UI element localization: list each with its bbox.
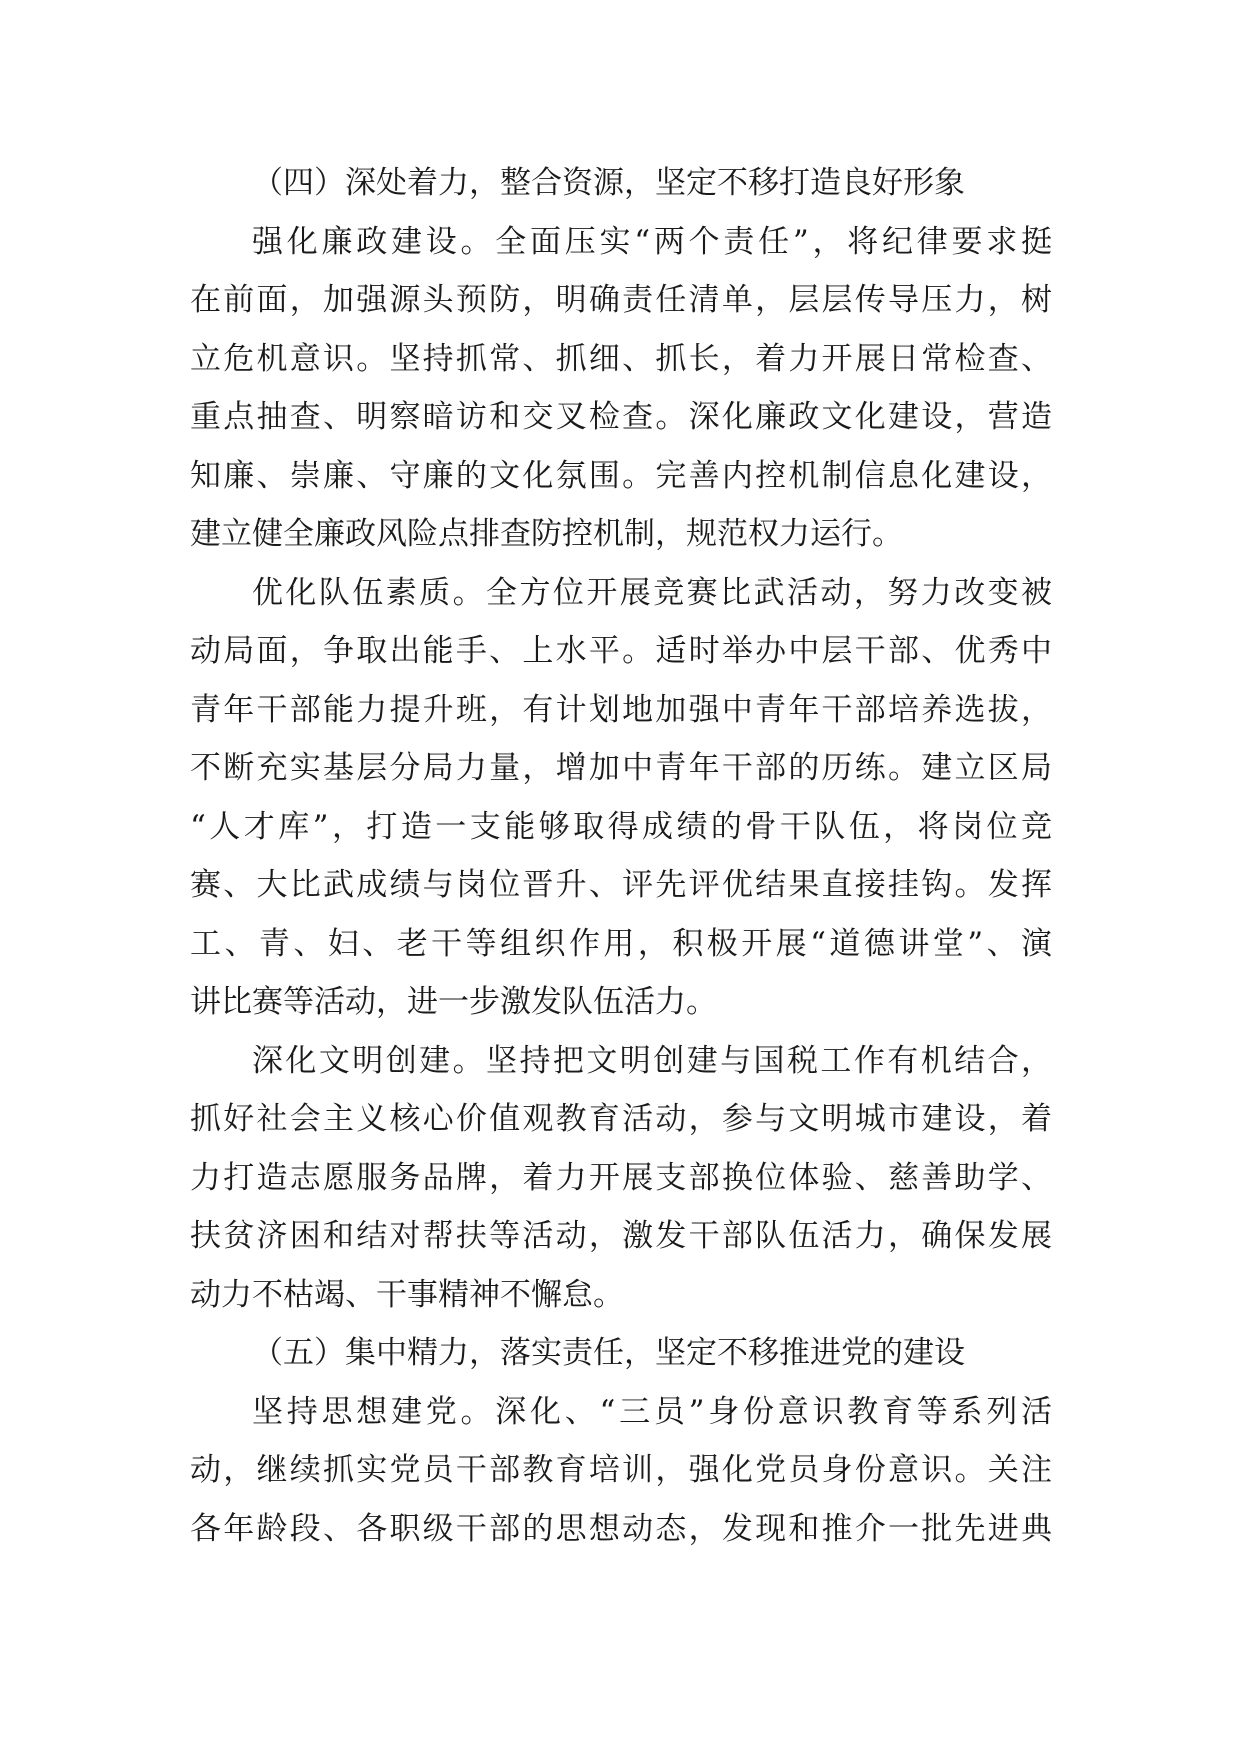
paragraph-line: 动力不枯竭、干事精神不懈怠。 xyxy=(190,1276,624,1313)
heading-line: （四）深处着力，整合资源，坚定不移打造良好形象 xyxy=(252,165,965,201)
paragraph-line: 抓好社会主义核心价值观教育活动，参与文明城市建设，着 xyxy=(190,1101,1052,1137)
paragraph-line: 重点抽查、明察暗访和交叉检查。深化廉政文化建设，营造 xyxy=(190,399,1052,435)
paragraph-line: 坚持思想建党。深化、“三员”身份意识教育等系列活 xyxy=(252,1393,1052,1430)
paragraph-line: 强化廉政建设。全面压实“两个责任”，将纪律要求挺 xyxy=(252,223,1052,260)
paragraph-line: 优化队伍素质。全方位开展竞赛比武活动，努力改变被 xyxy=(252,574,1052,611)
paragraph-line: 工、青、妇、老干等组织作用，积极开展“道德讲堂”、演 xyxy=(190,925,1052,962)
paragraph-line: 在前面，加强源头预防，明确责任清单，层层传导压力，树 xyxy=(190,282,1052,318)
document-page xyxy=(190,154,1052,1558)
paragraph-line: 建立健全廉政风险点排查防控机制，规范权力运行。 xyxy=(190,516,903,552)
paragraph-line: 力打造志愿服务品牌，着力开展支部换位体验、慈善助学、 xyxy=(190,1159,1052,1196)
paragraph-line: 知廉、崇廉、守廉的文化氛围。完善内控机制信息化建设， xyxy=(190,457,1052,494)
paragraph-line: “人才库”，打造一支能够取得成绩的骨干队伍，将岗位竞 xyxy=(190,808,1052,845)
paragraph xyxy=(190,1383,1052,1559)
paragraph-line: 立危机意识。坚持抓常、抓细、抓长，着力开展日常检查、 xyxy=(190,340,1052,377)
paragraph-line: 扶贫济困和结对帮扶等活动，激发干部队伍活力，确保发展 xyxy=(190,1218,1052,1254)
paragraph-line: 动局面，争取出能手、上水平。适时举办中层干部、优秀中 xyxy=(190,633,1052,669)
paragraph-line: 讲比赛等活动，进一步激发队伍活力。 xyxy=(190,984,717,1020)
heading-line: （五）集中精力，落实责任，坚定不移推进党的建设 xyxy=(252,1335,965,1371)
paragraph-line: 动，继续抓实党员干部教育培训，强化党员身份意识。关注 xyxy=(190,1452,1052,1488)
paragraph-line: 青年干部能力提升班，有计划地加强中青年干部培养选拔， xyxy=(190,691,1052,728)
paragraph-line: 赛、大比武成绩与岗位晋升、评先评优结果直接挂钩。发挥 xyxy=(190,867,1052,903)
paragraph-line: 各年龄段、各职级干部的思想动态，发现和推介一批先进典 xyxy=(190,1510,1052,1547)
paragraph-line: 深化文明创建。坚持把文明创建与国税工作有机结合， xyxy=(252,1042,1052,1079)
paragraph-line: 不断充实基层分局力量，增加中青年干部的历练。建立区局 xyxy=(190,750,1052,786)
section-heading xyxy=(190,154,1052,213)
paragraph xyxy=(190,564,1052,1032)
section-heading xyxy=(190,1324,1052,1383)
paragraph xyxy=(190,1032,1052,1325)
paragraph xyxy=(190,213,1052,564)
